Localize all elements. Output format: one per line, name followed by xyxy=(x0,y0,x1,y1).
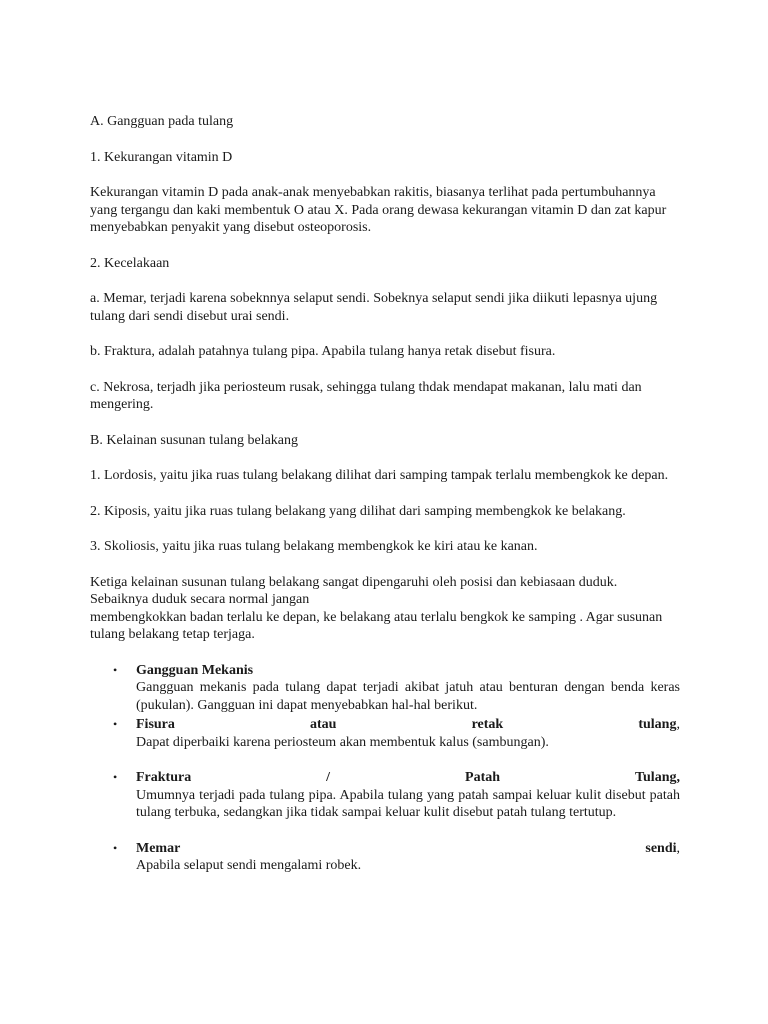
list-item xyxy=(90,769,680,822)
section-a2-item-a: a. Memar, terjadi karena sobeknnya selaput sendi. Sobeknya selaput sendi jika diikuti lepasnya ujung tulang dari sendi disebut urai sendi. xyxy=(90,291,658,324)
bullet-title-word-last xyxy=(638,716,680,734)
summary-line: Ketiga kelainan susunan tulang belakang sangat dipengaruhi oleh posisi dan kebiasaan duduk. xyxy=(90,574,618,590)
bullet-title-word: Patah xyxy=(465,770,501,785)
section-a2-heading: 2. Kecelakaan xyxy=(90,255,170,271)
document-page xyxy=(90,113,680,875)
bullet-title-suffix: , xyxy=(676,840,680,856)
section-a1-body: Kekurangan vitamin D pada anak-anak menyebabkan rakitis, biasanya terlihat pada pertumbuhannya yang tergangu dan kaki membentuk O atau X. Pada orang dewasa kekurangan vitamin D dan zat kapur menyebabkan penyakit yang disebut osteoporosis. xyxy=(90,185,667,235)
bullet-icon: • xyxy=(113,770,118,784)
bullet-title-word: tulang xyxy=(638,717,677,732)
list-item xyxy=(90,716,680,751)
bullet-title: Gangguan Mekanis xyxy=(136,662,254,678)
bullet-title-suffix: , xyxy=(676,717,680,732)
bullet-title-word: Tulang, xyxy=(634,770,680,785)
summary-paragraph xyxy=(90,574,680,644)
bullet-title-word: retak xyxy=(471,717,504,732)
bullet-list xyxy=(90,662,680,875)
bullet-body: Umumnya terjadi pada tulang pipa. Apabila tulang yang patah sampai keluar kulit disebut patah tulang terbuka, sedangkan jika tidak sampai keluar kulit disebut patah tulang tertutup. xyxy=(136,787,680,820)
bullet-title-word: Fraktura xyxy=(136,770,192,785)
bullet-icon: • xyxy=(113,840,118,855)
summary-line: Sebaiknya duduk secara normal jangan xyxy=(90,592,310,607)
bullet-body: Gangguan mekanis pada tulang dapat terjadi akibat jatuh atau benturan dengan benda keras (pukulan). Gangguan ini dapat menyebabkan hal-hal berikut. xyxy=(136,680,680,713)
section-b-heading: B. Kelainan susunan tulang belakang xyxy=(90,432,299,448)
summary-line: membengkokkan badan terlalu ke depan, ke belakang atau terlalu bengkok ke samping . Agar susunan tulang belakang tetap terjaga. xyxy=(90,609,663,642)
list-item xyxy=(90,662,680,715)
section-b-item-2: 2. Kiposis, yaitu jika ruas tulang belakang yang dilihat dari samping membengkok ke belakang. xyxy=(90,503,626,519)
bullet-body: Apabila selaput sendi mengalami robek. xyxy=(136,858,362,873)
bullet-title-word: atau xyxy=(310,717,337,732)
bullet-title xyxy=(136,716,680,734)
list-item xyxy=(90,840,680,875)
bullet-title xyxy=(136,840,680,858)
section-a1-heading: 1. Kekurangan vitamin D xyxy=(90,149,233,165)
section-b-item-3: 3. Skoliosis, yaitu jika ruas tulang belakang membengkok ke kiri atau ke kanan. xyxy=(90,539,538,554)
bullet-title-word-last xyxy=(645,840,680,858)
bullet-title-word: / xyxy=(326,770,331,785)
bullet-title xyxy=(136,769,680,787)
section-a2-item-b: b. Fraktura, adalah patahnya tulang pipa. Apabila tulang hanya retak disebut fisura. xyxy=(90,344,556,359)
bullet-icon: • xyxy=(113,662,118,677)
section-a-heading: A. Gangguan pada tulang xyxy=(90,114,234,129)
section-a2-item-c: c. Nekrosa, terjadh jika periosteum rusak, sehingga tulang thdak mendapat makanan, lalu mati dan mengering. xyxy=(90,379,642,412)
bullet-icon: • xyxy=(113,717,118,731)
bullet-body: Dapat diperbaiki karena periosteum akan membentuk kalus (sambungan). xyxy=(136,734,549,750)
bullet-title-word: Fisura xyxy=(136,717,175,732)
bullet-title-word: Memar xyxy=(136,840,181,856)
bullet-title-word: sendi xyxy=(645,840,677,856)
section-b-item-1: 1. Lordosis, yaitu jika ruas tulang belakang dilihat dari samping tampak terlalu membengkok ke depan. xyxy=(90,468,669,483)
